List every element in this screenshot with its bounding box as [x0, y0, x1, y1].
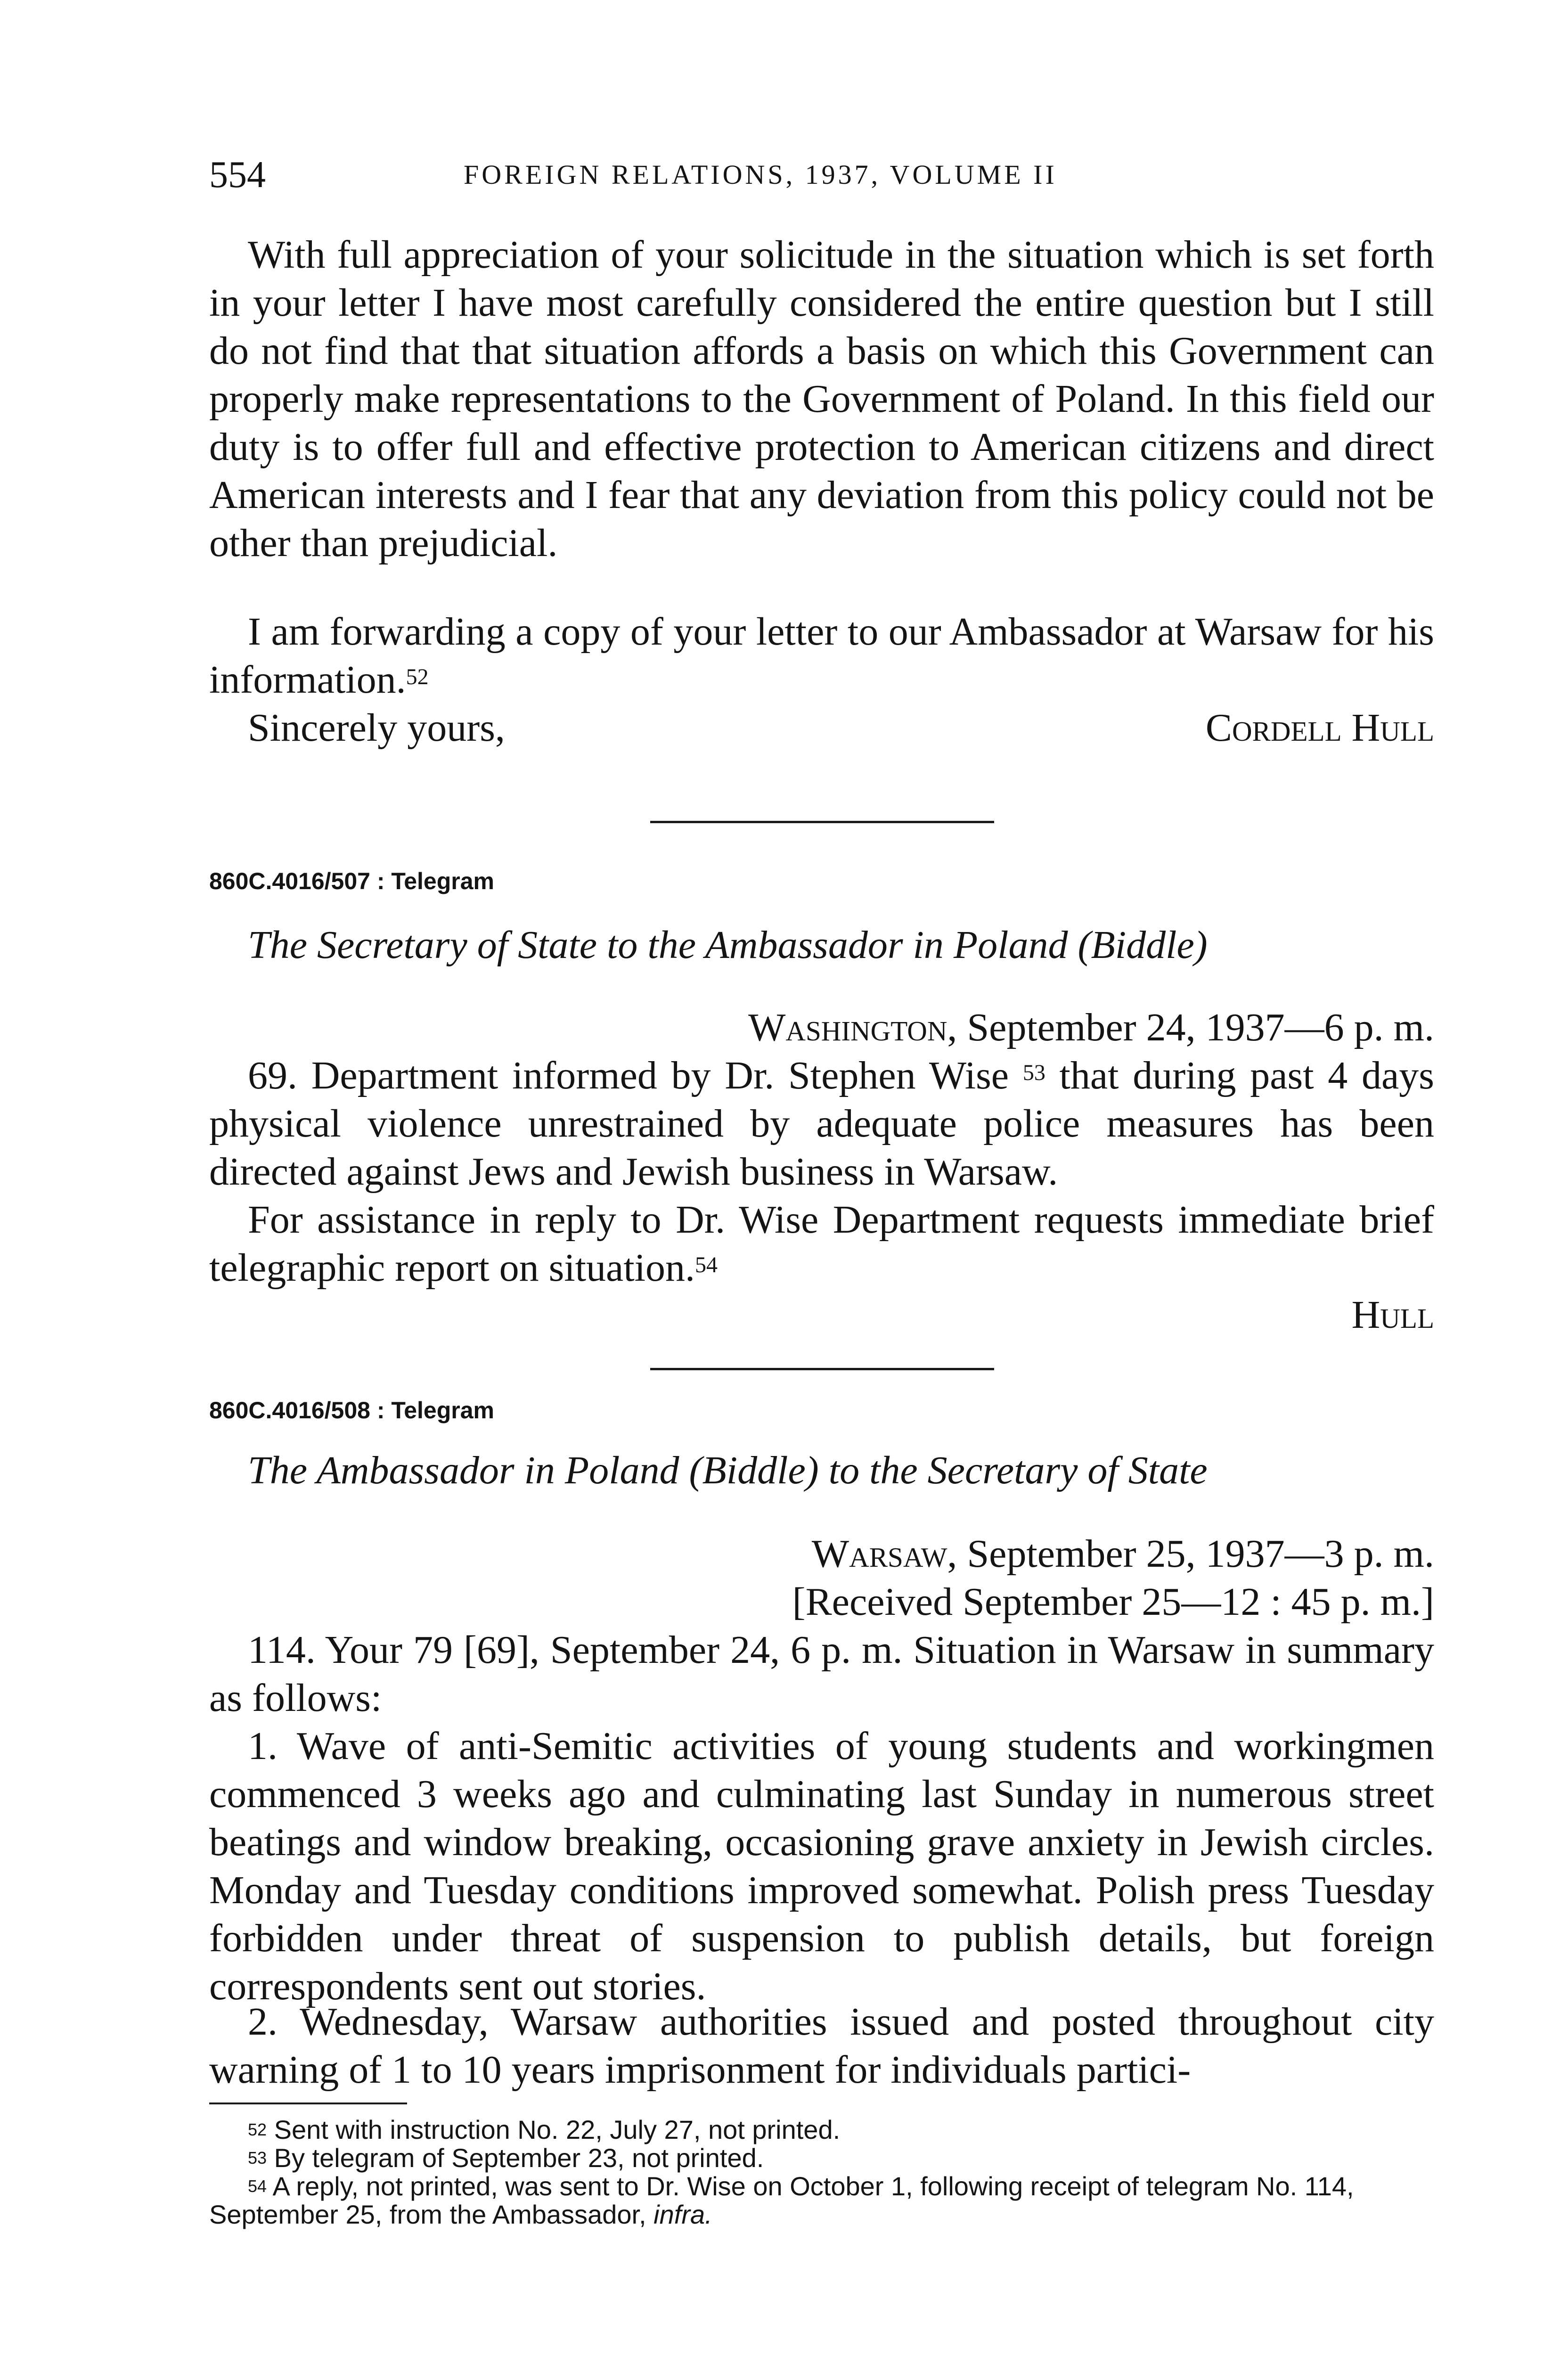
- letter-closing: Sincerely yours,: [248, 706, 505, 750]
- doc1-file-reference: 860C.4016/507 : Telegram: [209, 868, 495, 894]
- doc2-dateline-date: September 25, 1937—3 p. m.: [957, 1532, 1434, 1576]
- doc1-paragraph-1: [209, 1052, 1434, 1196]
- footnote-52: [209, 2116, 1434, 2144]
- letter-paragraph-2-text: I am forwarding a copy of your letter to our Ambassador at Warsaw for his information.: [209, 610, 1434, 702]
- doc2-dateline-place: Warsaw,: [811, 1532, 957, 1576]
- footnote-text-54-italic: infra.: [653, 2200, 712, 2229]
- section-divider-2: [650, 1368, 994, 1370]
- doc2-title: The Ambassador in Poland (Biddle) to the Secretary of State: [248, 1448, 1208, 1492]
- doc1-dateline: [748, 1004, 1434, 1052]
- letter-signature: Cordell Hull: [1205, 706, 1434, 750]
- footnote-rule: [209, 2102, 407, 2104]
- running-title: FOREIGN RELATIONS, 1937, VOLUME II: [464, 159, 1057, 190]
- doc2-file-reference: 860C.4016/508 : Telegram: [209, 1397, 495, 1423]
- doc1-paragraph-1-text-a: 69. Department informed by Dr. Stephen Wise: [248, 1054, 1009, 1097]
- doc1-dateline-place: Washington,: [748, 1006, 957, 1049]
- doc1-signature: Hull: [1351, 1293, 1434, 1337]
- letter-closing-line: [209, 704, 1434, 752]
- footnote-ref-54[interactable]: 54: [695, 1252, 718, 1277]
- running-head: [209, 149, 1434, 201]
- footnotes: [209, 2116, 1434, 2229]
- doc2-paragraph-2: 1. Wave of anti-Semitic activities of young students and workingmen commenced 3 weeks ago and culminating last Sunday in numerous street beatings and window breaking, occasioning grave anxiety in Jewish circles. Monday and Tuesday conditions improved somewhat. Polish press Tuesday forbidden under threat of suspension to publish details, but foreign correspondents sent out stories.: [209, 1724, 1434, 2008]
- footnote-mark-53: 53: [248, 2148, 267, 2168]
- doc1-paragraph-2-text: For assistance in reply to Dr. Wise Department requests immediate brief telegraphic report on situation.: [209, 1198, 1434, 1290]
- doc1-title: The Secretary of State to the Ambassador in Poland (Biddle): [248, 923, 1208, 967]
- doc2-paragraph-3: 2. Wednesday, Warsaw authorities issued and posted throughout city warning of 1 to 10 years imprisonment for individuals partici-: [209, 2000, 1434, 2092]
- footnote-text-52: Sent with instruction No. 22, July 27, not printed.: [274, 2115, 841, 2144]
- doc1-paragraph-1-text-b: that during past 4 days physical violence unrestrained by adequate police measures has been directed against Jews and Jewish business in Warsaw.: [209, 1054, 1435, 1194]
- letter-paragraph-2: [209, 608, 1434, 704]
- footnote-53: [209, 2144, 1434, 2172]
- doc2-dateline: [812, 1530, 1434, 1578]
- footnote-text-54: A reply, not printed, was sent to Dr. Wise on October 1, following receipt of telegram No. 114, September 25, from the Ambassador,: [209, 2171, 1354, 2229]
- footnote-mark-52: 52: [248, 2120, 267, 2139]
- section-divider-1: [650, 821, 994, 823]
- footnote-ref-53[interactable]: 53: [1022, 1060, 1045, 1085]
- footnote-text-53: By telegram of September 23, not printed.: [274, 2143, 764, 2173]
- footnote-54: [209, 2172, 1434, 2229]
- doc2-paragraph-1: 114. Your 79 [69], September 24, 6 p. m. Situation in Warsaw in summary as follows:: [209, 1628, 1434, 1720]
- doc2-received-line: [Received September 25—12 : 45 p. m.]: [792, 1580, 1434, 1624]
- letter-paragraph-1: With full appreciation of your solicitude in the situation which is set forth in your letter I have most carefully considered the entire question but I still do not find that that situation affords a basis on which this Government can properly make representations to the Government of Poland. In this field our duty is to offer full and effective protection to American citizens and direct American interests and I fear that any deviation from this policy could not be other than prejudicial.: [209, 233, 1434, 565]
- footnote-mark-54: 54: [248, 2176, 267, 2196]
- doc1-dateline-date: September 24, 1937—6 p. m.: [957, 1006, 1434, 1049]
- footnote-ref-52[interactable]: 52: [406, 664, 429, 689]
- page-number: 554: [209, 154, 266, 196]
- doc1-paragraph-2: [209, 1196, 1434, 1292]
